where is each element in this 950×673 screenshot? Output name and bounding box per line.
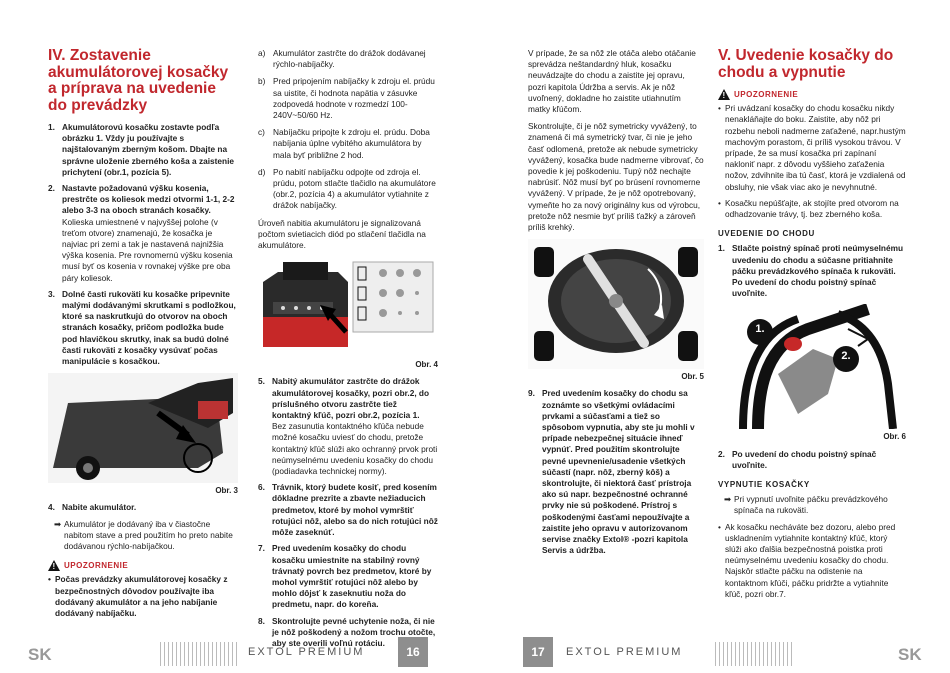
step-7: 7. Pred uvedením kosačky do chodu kosačku umiestnite na stabilný rovný trávnatý povrch bez predmetov, ktoré by mohol vymrštiť rotujúci nôž alebo by mohlo dôjsť k zaseknutiu noža do predmetu, napr. do koreňa. [258,543,432,610]
column-2 [258,48,438,654]
stop-heading: VYPNUTIE KOSAČKY [718,480,810,490]
warning-icon [718,89,730,100]
figure-5 [528,239,704,369]
sub-step-b: b) Pred pripojením nabíjačky k zdroju el. prúdu sa uistite, či hodnota napätia v zásuvke zodpovedá hodnote v rozmedzí 100-240V~50/60 Hz. [258,76,435,121]
knife-check-paragraph: V prípade, že sa nôž zle otáča alebo otáčanie sprevádza neštandardný hluk, kosačku neuvádzajte do chodu a zaistite jej opravu, pozri kapitola Údržba a servis. Ak je nôž uvoľnený, dokladne ho zaistite utiahnutím matky kľúčom. [528,48,696,115]
warning-icon [48,560,60,571]
figure-5-caption: Obr. 5 [681,372,704,382]
warning-header: ! UPOZORNENIE [48,560,238,571]
stop-note: ➡ Pri vypnutí uvoľnite páčku prevádzkového spínača na rukoväti. [724,494,888,516]
step-9: 9. Pred uvedením kosačky do chodu sa zoznámte so všetkými ovládacími prvkami a súčasťami a tiež so spôsobom vypnutia, aby ste ju mohli v prípade nebezpečnej situácie ihneď vypnúť. Pred použitím skontrolujte pevné upevnenie/usadenie všetkých súčastí (napr. nôž, zberný kôš) a skontrolujte, či niektorá časť prístroja ako sú napr. bezpečnostné ochranné prvky nie sú poškodené. Prístroj s poškodenými časťami nepoužívajte a zaistite jeho opravu v autorizovanom servise značky Extol® -pozri kapitola Servis a údržba. [528,388,695,556]
step-3: 3. Dolné časti rukoväti ku kosačke pripevnite malými dodávanými skrutkami s podložkou, ktoré sa naskrutkujú do otvorov na oboch stranách kosačky, pričom podložka bude pod hlavičkou skrutky, inak sa budú dolné časti rukoväti z kosačky vysúvať počas manipulácie s kosačkou. [48,288,236,367]
page-number-left: 16 [398,637,428,667]
knife-balance-paragraph: Skontrolujte, či je nôž symetricky vyvážený, to znamená či má symetrický tvar, či nie je jeho časť odlomená, pretože ak nebude symetricky vyvážený, kosačka bude nadmerne vibrovať, čo povedie k jej poškodeniu. Tupý nôž nechajte nabrúsiť. Nôž musí byť po brúsení rovnomerne vyvážený. V prípade, že je nôž opotrebovaný, vymeňte ho za nový originálny kus od výrobcu, pretože nôž nesmie byť príliš ťažký a zároveň príliš krehký. [528,121,704,233]
footer-pattern [715,642,795,666]
figure-4 [258,257,438,357]
column-4 [718,48,906,605]
column-3 [528,48,704,562]
step-4: 4. Nabite akumulátor. [48,502,137,513]
warning-header-2: ! UPOZORNENIE [718,89,906,100]
step-8: 8. Skontrolujte pevné uchytenie noža, či nie je nôž poškodený a nožom trochu otočte, aby ste overili voľnú rotáciu. [258,615,436,648]
warning-bullet: • Počas prevádzky akumulátorovej kosačky z bezpečnostných dôvodov používajte iba dodávaný akumulátor a na jeho nabíjanie dodávaný nabíjačku. [48,574,228,619]
column-1 [48,48,238,624]
charge-level-note: Úroveň nabitia akumulátoru je signalizovaná počtom svietiacich diód po stlačení tlačidla na akumulátore. [258,217,426,251]
step-1: 1. Akumulátorovú kosačku zostavte podľa obrázku 1. Vždy ju používajte s najštalovaným zberným košom. Dbajte na správne uloženie zberného koša a zaistenie prichytení (obr.1, pozícia 5). [48,122,234,177]
sub-step-a: a) Akumulátor zastrčte do drážok dodávanej rýchlo-nabíjačky. [258,48,426,70]
figure-6-label-2: 2. [841,350,851,363]
figure-6-caption: Obr. 6 [883,432,906,442]
figure-6 [718,304,906,429]
brand-left: EXTOL PREMIUM [248,646,365,658]
handle-switch-illustration [718,304,906,429]
step-4-note: ➡ Akumulátor je dodávaný iba v čiastočne nabitom stave a pred použitím ho preto nabite dodávanou rýchlo-nabíjačkou. [54,518,233,552]
footer-pattern [160,642,240,666]
step-5: 5. Nabitý akumulátor zastrčte do drážok akumulátorovej kosačky, pozri obr.2, do príslušného otvoru zastrčte tiež kontaktný kľúč, pozri obr.2, pozícia 1. Bez zasunutia kontaktného kľúča nebude možné kosačku uviesť do chodu, pretože kontaktný kľúč slúži ako ochranný prvok proti neúmyselnému uvedeniu kosačky do chodu (podiadavka technickej normy). [258,376,438,477]
figure-3 [48,373,238,483]
start-step-2: 2. Po uvedení do chodu poistný spínač uvoľnite. [718,448,877,470]
mower-blade-illustration [528,239,704,369]
page-number-right: 17 [523,637,553,667]
warning-bullet-2: • Kosačku nepúšťajte, ak stojíte pred otvorom na odhadzovanie trávy, tj. bez zberného koša. [718,197,899,220]
stop-bullet: • Ak kosačku necháváte bez dozoru, alebo pred uskladnením vytiahnite kontaktný kľúč, ktorý slúži ako ďalšia bezpečnostná poistka proti neúmyselnému uvedeniu kosačky do chodu. Najskôr stlačte páčku na odistenie na kontaktnom kľúči, páčku pridržte a vytiahnite kľúč, pozri obr.7. [718,521,896,599]
figure-3-caption: Obr. 3 [215,486,238,496]
warning-bullet-1: • Pri uvádzaní kosačky do chodu kosačku nikdy nenakláňajte do boku. Zaistite, aby nôž pri rozbehu neboli nadmerne zaťažené, napr.hustým machovým porastom, či príliš vysokou trávou. V prípade, že sa musí kosačka pri zapínaní nakloniť napr. z dôvodu vyššieho zaťaženia nožov, zdvihnite iba tú časť, ktorá je vzdialená od obsluhy, nie však viac ako je nevyhnutné. [718,103,906,192]
sub-step-d: d) Po nabití nabíjačku odpojte od zdroja el. prúdu, potom stlačte tlačidlo na akumulátore (obr.2, pozícia 4) a akumulátor vytiahnite z drážok nabíjačky. [258,166,436,211]
step-2: 2. Nastavte požadovanú výšku kosenia, prestrčte os koliesok medzi otvormi 1-1, 2-2 alebo 3-3 na oboch stranách kosačky. Kolieska umiestnené v najvyššej polohe (v treťom otvore) znamenajú, že kosačka je najviac pri zemi a tak je nastavená najnižšia výška kosenia. Pre rovnomernú výšku kosenia musí byť os kosenia v rovnakej výške pre oba páry koliesok. [48,183,235,283]
start-step-1: 1. Stlačte poistný spínač proti neúmyselnému uvedeniu do chodu a súčasne pritiahnite páčku prevádzkového spínača k rukoväti. Po uvedení do chodu poistný spínač uvoľnite. [718,243,904,299]
brand-right: EXTOL PREMIUM [566,646,683,658]
language-code-left: SK [28,645,52,664]
mower-illustration [48,373,238,483]
battery-illustration [258,257,438,357]
step-6: 6. Trávnik, ktorý budete kosiť, pred kosením dôkladne prezrite a zbavte nežiaducich predmetov, ktoré by mohol vymrštiť rotujúci nôž, alebo sa do nich rotujúci nôž môže zaseknúť. [258,482,438,538]
language-code-right: SK [898,645,922,664]
start-heading: UVEDENIE DO CHODU [718,229,815,239]
figure-6-label-1: 1. [755,323,765,336]
arrow-right-icon: ➡ [724,494,731,505]
arrow-right-icon: ➡ [54,518,61,529]
section-4-title: IV. Zostavenie akumulátorovej kosačky a príprava na uvedenie do prevádzky [48,47,229,114]
figure-4-caption: Obr. 4 [415,360,438,370]
section-5-title: V. Uvedenie kosačky do chodu a vypnutie [718,47,894,81]
sub-step-c: c) Nabíjačku pripojte k zdroju el. prúdu. Doba nabíjania úplne vybitého akumulátora by mala byť približne 2 hod. [258,127,430,160]
